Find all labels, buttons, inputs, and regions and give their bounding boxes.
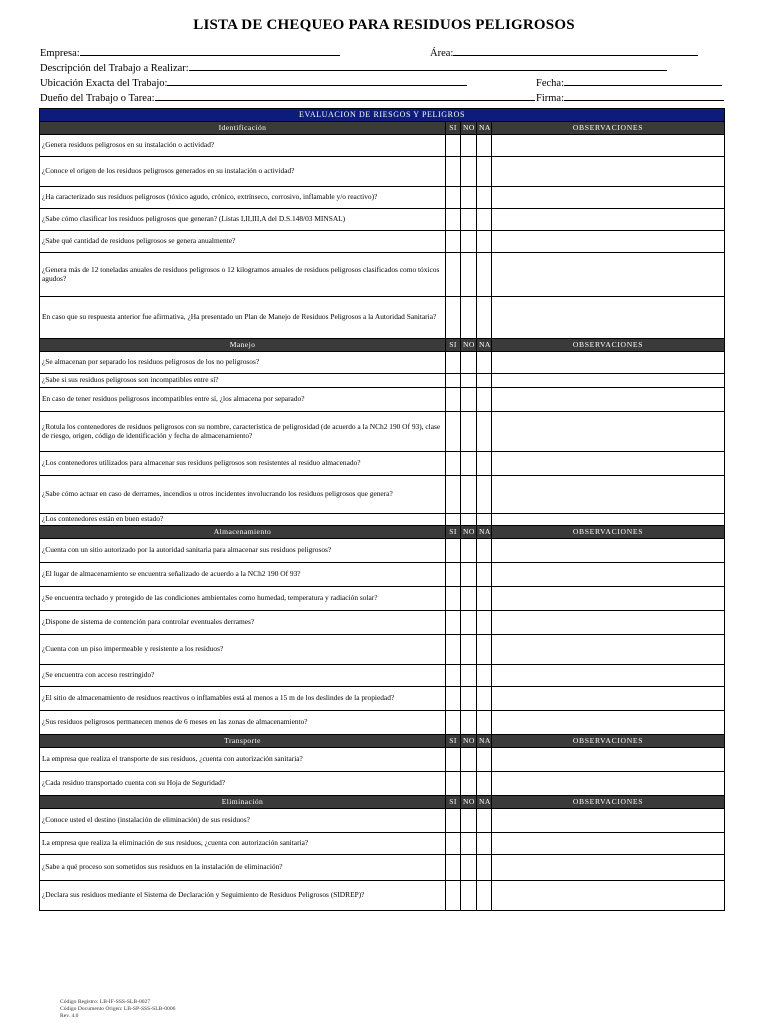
na-checkbox-cell[interactable] <box>477 711 492 735</box>
section-title: Almacenamiento <box>40 526 446 539</box>
footer-line: Rev. 4.0 <box>60 1012 79 1019</box>
no-checkbox-cell[interactable] <box>461 772 477 796</box>
si-checkbox-cell[interactable] <box>446 809 461 833</box>
column-na-header: NA <box>477 339 492 352</box>
si-checkbox-cell[interactable] <box>446 209 461 231</box>
na-checkbox-cell[interactable] <box>477 772 492 796</box>
na-checkbox-cell[interactable] <box>477 611 492 635</box>
checklist-table <box>39 108 725 911</box>
no-checkbox-cell[interactable] <box>461 476 477 514</box>
empresa-label: Empresa: <box>40 48 80 59</box>
section-title: Manejo <box>40 339 446 352</box>
observaciones-cell[interactable] <box>492 563 725 587</box>
no-checkbox-cell[interactable] <box>461 611 477 635</box>
fecha-label: Fecha: <box>536 78 564 89</box>
na-checkbox-cell[interactable] <box>477 587 492 611</box>
no-checkbox-cell[interactable] <box>461 587 477 611</box>
table-row <box>40 611 725 635</box>
checklist-body <box>40 109 725 911</box>
na-checkbox-cell[interactable] <box>477 412 492 452</box>
si-checkbox-cell[interactable] <box>446 452 461 476</box>
no-checkbox-cell[interactable] <box>461 157 477 187</box>
si-checkbox-cell[interactable] <box>446 665 461 687</box>
question-text: ¿Sabe a qué proceso son sometidos sus residuos en la instalación de eliminación? <box>40 855 446 881</box>
observaciones-cell[interactable] <box>492 135 725 157</box>
table-row <box>40 587 725 611</box>
question-text: ¿Cuenta con un sitio autorizado por la autoridad sanitaria para almacenar sus residuos peligrosos? <box>40 539 446 563</box>
column-si-header: SI <box>446 735 461 748</box>
table-row <box>40 855 725 881</box>
ubicacion-line[interactable] <box>167 75 467 86</box>
column-no-header: NO <box>461 122 477 135</box>
observaciones-cell[interactable] <box>492 231 725 253</box>
column-na-header: NA <box>477 526 492 539</box>
column-si-header: SI <box>446 796 461 809</box>
si-checkbox-cell[interactable] <box>446 539 461 563</box>
na-checkbox-cell[interactable] <box>477 231 492 253</box>
question-text: ¿Se encuentra techado y protegido de las condiciones ambientales como humedad, temperatura y radiación solar? <box>40 587 446 611</box>
observaciones-cell[interactable] <box>492 611 725 635</box>
question-text: En caso que su respuesta anterior fue afirmativa, ¿Ha presentado un Plan de Manejo de Residuos Peligrosos a la Autoridad Sanitaria? <box>40 297 446 339</box>
column-no-header: NO <box>461 796 477 809</box>
observaciones-cell[interactable] <box>492 412 725 452</box>
observaciones-cell[interactable] <box>492 157 725 187</box>
ubicacion-field[interactable] <box>40 75 467 90</box>
na-checkbox-cell[interactable] <box>477 881 492 911</box>
question-text: ¿Genera residuos peligrosos en su instalación o actividad? <box>40 135 446 157</box>
no-checkbox-cell[interactable] <box>461 187 477 209</box>
observaciones-cell[interactable] <box>492 374 725 388</box>
section-header-row <box>40 122 725 135</box>
area-label: Área: <box>430 48 454 59</box>
question-text: ¿Conoce usted el destino (instalación de eliminación) de sus residuos? <box>40 809 446 833</box>
na-checkbox-cell[interactable] <box>477 833 492 855</box>
no-checkbox-cell[interactable] <box>461 833 477 855</box>
na-checkbox-cell[interactable] <box>477 748 492 772</box>
empresa-line[interactable] <box>80 45 340 56</box>
si-checkbox-cell[interactable] <box>446 687 461 711</box>
observaciones-cell[interactable] <box>492 748 725 772</box>
column-si-header: SI <box>446 526 461 539</box>
table-row <box>40 374 725 388</box>
column-na-header: NA <box>477 122 492 135</box>
na-checkbox-cell[interactable] <box>477 209 492 231</box>
question-text: La empresa que realiza la eliminación de sus residuos, ¿cuenta con autorización sanitaria? <box>40 833 446 855</box>
table-row <box>40 209 725 231</box>
no-checkbox-cell[interactable] <box>461 374 477 388</box>
si-checkbox-cell[interactable] <box>446 587 461 611</box>
footer-line: Código Documento Origen: LB-SP-SSS-SLB-0006 <box>60 1005 176 1012</box>
observaciones-cell[interactable] <box>492 772 725 796</box>
table-row <box>40 412 725 452</box>
table-row <box>40 297 725 339</box>
si-checkbox-cell[interactable] <box>446 388 461 412</box>
table-row <box>40 352 725 374</box>
no-checkbox-cell[interactable] <box>461 231 477 253</box>
si-checkbox-cell[interactable] <box>446 855 461 881</box>
no-checkbox-cell[interactable] <box>461 809 477 833</box>
question-text: ¿Cada residuo transportado cuenta con su Hoja de Seguridad? <box>40 772 446 796</box>
observaciones-cell[interactable] <box>492 452 725 476</box>
descripcion-line[interactable] <box>189 60 667 71</box>
table-row <box>40 665 725 687</box>
na-checkbox-cell[interactable] <box>477 809 492 833</box>
na-checkbox-cell[interactable] <box>477 374 492 388</box>
na-checkbox-cell[interactable] <box>477 563 492 587</box>
question-text: ¿Sabe cómo actuar en caso de derrames, incendios u otros incidentes involucrando los residuos peligrosos que genera? <box>40 476 446 514</box>
no-checkbox-cell[interactable] <box>461 352 477 374</box>
si-checkbox-cell[interactable] <box>446 476 461 514</box>
ubicacion-label: Ubicación Exacta del Trabajo: <box>40 78 168 89</box>
section-title: Eliminación <box>40 796 446 809</box>
no-checkbox-cell[interactable] <box>461 665 477 687</box>
na-checkbox-cell[interactable] <box>477 687 492 711</box>
area-line[interactable] <box>453 45 698 56</box>
na-checkbox-cell[interactable] <box>477 187 492 209</box>
observaciones-cell[interactable] <box>492 687 725 711</box>
table-row <box>40 635 725 665</box>
firma-field[interactable] <box>536 90 724 105</box>
si-checkbox-cell[interactable] <box>446 412 461 452</box>
column-observaciones-header: OBSERVACIONES <box>492 339 725 352</box>
question-text: La empresa que realiza el transporte de sus residuos, ¿cuenta con autorización sanitaria? <box>40 748 446 772</box>
no-checkbox-cell[interactable] <box>461 412 477 452</box>
na-checkbox-cell[interactable] <box>477 635 492 665</box>
table-row <box>40 135 725 157</box>
table-row <box>40 476 725 514</box>
observaciones-cell[interactable] <box>492 352 725 374</box>
fecha-line[interactable] <box>564 75 722 86</box>
table-row <box>40 157 725 187</box>
section-title: Identificación <box>40 122 446 135</box>
observaciones-cell[interactable] <box>492 833 725 855</box>
observaciones-cell[interactable] <box>492 539 725 563</box>
firma-line[interactable] <box>564 90 724 101</box>
no-checkbox-cell[interactable] <box>461 748 477 772</box>
table-row <box>40 833 725 855</box>
question-text: ¿Sus residuos peligrosos permanecen menos de 6 meses en las zonas de almacenamiento? <box>40 711 446 735</box>
no-checkbox-cell[interactable] <box>461 514 477 526</box>
si-checkbox-cell[interactable] <box>446 514 461 526</box>
observaciones-cell[interactable] <box>492 665 725 687</box>
na-checkbox-cell[interactable] <box>477 253 492 297</box>
question-text: ¿Dispone de sistema de contención para controlar eventuales derrames? <box>40 611 446 635</box>
column-si-header: SI <box>446 339 461 352</box>
no-checkbox-cell[interactable] <box>461 452 477 476</box>
column-observaciones-header: OBSERVACIONES <box>492 796 725 809</box>
no-checkbox-cell[interactable] <box>461 635 477 665</box>
column-observaciones-header: OBSERVACIONES <box>492 735 725 748</box>
question-text: ¿Se encuentra con acceso restringido? <box>40 665 446 687</box>
no-checkbox-cell[interactable] <box>461 388 477 412</box>
na-checkbox-cell[interactable] <box>477 157 492 187</box>
question-text: ¿El sitio de almacenamiento de residuos reactivos o inflamables está al menos a 15 m de los deslindes de la propiedad? <box>40 687 446 711</box>
table-row <box>40 881 725 911</box>
dueno-label: Dueño del Trabajo o Tarea: <box>40 93 155 104</box>
question-text: ¿Genera más de 12 toneladas anuales de residuos peligrosos o 12 kilogramos anuales de residuos peligrosos clasificados como tóxicos agudos? <box>40 253 446 297</box>
table-row <box>40 563 725 587</box>
section-header-row <box>40 526 725 539</box>
na-checkbox-cell[interactable] <box>477 855 492 881</box>
no-checkbox-cell[interactable] <box>461 297 477 339</box>
no-checkbox-cell[interactable] <box>461 539 477 563</box>
observaciones-cell[interactable] <box>492 514 725 526</box>
firma-label: Firma: <box>536 93 564 104</box>
no-checkbox-cell[interactable] <box>461 881 477 911</box>
si-checkbox-cell[interactable] <box>446 772 461 796</box>
table-row <box>40 748 725 772</box>
dueno-line[interactable] <box>155 90 535 101</box>
area-field[interactable] <box>430 45 698 60</box>
observaciones-cell[interactable] <box>492 253 725 297</box>
section-header-row <box>40 339 725 352</box>
column-na-header: NA <box>477 735 492 748</box>
observaciones-cell[interactable] <box>492 476 725 514</box>
no-checkbox-cell[interactable] <box>461 209 477 231</box>
si-checkbox-cell[interactable] <box>446 833 461 855</box>
si-checkbox-cell[interactable] <box>446 563 461 587</box>
question-text: ¿El lugar de almacenamiento se encuentra señalizado de acuerdo a la NCh2 190 Of 93? <box>40 563 446 587</box>
observaciones-cell[interactable] <box>492 587 725 611</box>
fecha-field[interactable] <box>536 75 722 90</box>
table-row <box>40 809 725 833</box>
observaciones-cell[interactable] <box>492 711 725 735</box>
si-checkbox-cell[interactable] <box>446 157 461 187</box>
footer-line: Código Registro: LB-IF-SSS-SLB-0027 <box>60 999 151 1005</box>
column-no-header: NO <box>461 339 477 352</box>
no-checkbox-cell[interactable] <box>461 563 477 587</box>
si-checkbox-cell[interactable] <box>446 297 461 339</box>
na-checkbox-cell[interactable] <box>477 297 492 339</box>
na-checkbox-cell[interactable] <box>477 388 492 412</box>
column-na-header: NA <box>477 796 492 809</box>
no-checkbox-cell[interactable] <box>461 687 477 711</box>
na-checkbox-cell[interactable] <box>477 352 492 374</box>
na-checkbox-cell[interactable] <box>477 476 492 514</box>
na-checkbox-cell[interactable] <box>477 539 492 563</box>
observaciones-cell[interactable] <box>492 209 725 231</box>
question-text: ¿Los contenedores están en buen estado? <box>40 514 446 526</box>
table-row <box>40 231 725 253</box>
si-checkbox-cell[interactable] <box>446 187 461 209</box>
column-observaciones-header: OBSERVACIONES <box>492 526 725 539</box>
observaciones-cell[interactable] <box>492 855 725 881</box>
observaciones-cell[interactable] <box>492 635 725 665</box>
document-title: LISTA DE CHEQUEO PARA RESIDUOS PELIGROSOS <box>193 17 575 33</box>
si-checkbox-cell[interactable] <box>446 253 461 297</box>
question-text: ¿Cuenta con un piso impermeable y resistente a los residuos? <box>40 635 446 665</box>
no-checkbox-cell[interactable] <box>461 253 477 297</box>
question-text: ¿Los contenedores utilizados para almacenar sus residuos peligrosos son resistentes al residuo almacenado? <box>40 452 446 476</box>
table-row <box>40 187 725 209</box>
table-row <box>40 388 725 412</box>
table-row <box>40 514 725 526</box>
question-text: ¿Sabe si sus residuos peligrosos son incompatibles entre sí? <box>40 374 446 388</box>
si-checkbox-cell[interactable] <box>446 748 461 772</box>
si-checkbox-cell[interactable] <box>446 135 461 157</box>
si-checkbox-cell[interactable] <box>446 231 461 253</box>
si-checkbox-cell[interactable] <box>446 352 461 374</box>
observaciones-cell[interactable] <box>492 881 725 911</box>
table-title-row <box>40 109 725 122</box>
column-no-header: NO <box>461 735 477 748</box>
no-checkbox-cell[interactable] <box>461 855 477 881</box>
question-text: ¿Se almacenan por separado los residuos peligrosos de los no peligrosos? <box>40 352 446 374</box>
dueno-field[interactable] <box>40 90 535 105</box>
question-text: ¿Sabe qué cantidad de residuos peligrosos se genera anualmente? <box>40 231 446 253</box>
question-text: En caso de tener residuos peligrosos incompatibles entre sí, ¿los almacena por separado? <box>40 388 446 412</box>
question-text: ¿Ha caracterizado sus residuos peligrosos (tóxico agudo, crónico, extrínseco, corrosivo, inflamable y/o reactivo)? <box>40 187 446 209</box>
na-checkbox-cell[interactable] <box>477 135 492 157</box>
si-checkbox-cell[interactable] <box>446 881 461 911</box>
column-no-header: NO <box>461 526 477 539</box>
observaciones-cell[interactable] <box>492 388 725 412</box>
footer-codes <box>60 999 175 1019</box>
si-checkbox-cell[interactable] <box>446 711 461 735</box>
observaciones-cell[interactable] <box>492 187 725 209</box>
section-header-row <box>40 796 725 809</box>
observaciones-cell[interactable] <box>492 809 725 833</box>
section-header-row <box>40 735 725 748</box>
na-checkbox-cell[interactable] <box>477 452 492 476</box>
si-checkbox-cell[interactable] <box>446 611 461 635</box>
descripcion-field[interactable] <box>40 60 667 75</box>
table-row <box>40 772 725 796</box>
question-text: ¿Conoce el origen de los residuos peligrosos generados en su instalación o actividad? <box>40 157 446 187</box>
table-row <box>40 539 725 563</box>
column-si-header: SI <box>446 122 461 135</box>
empresa-field[interactable] <box>40 45 340 60</box>
table-row <box>40 711 725 735</box>
table-row <box>40 253 725 297</box>
section-title: Transporte <box>40 735 446 748</box>
column-observaciones-header: OBSERVACIONES <box>492 122 725 135</box>
table-row <box>40 452 725 476</box>
question-text: ¿Sabe cómo clasificar los residuos peligrosos que generan? (Listas I,II,III,A del D.S.148/03 MINSAL) <box>40 209 446 231</box>
si-checkbox-cell[interactable] <box>446 374 461 388</box>
no-checkbox-cell[interactable] <box>461 135 477 157</box>
no-checkbox-cell[interactable] <box>461 711 477 735</box>
descripcion-label: Descripción del Trabajo a Realizar: <box>40 63 189 74</box>
observaciones-cell[interactable] <box>492 297 725 339</box>
question-text: ¿Rotula los contenedores de residuos peligrosos con su nombre, característica de peligrosidad (de acuerdo a la NCh2 190 Of 93), clase de riesgo, origen, código de identificación y fecha de almacenamiento? <box>40 412 446 452</box>
question-text: ¿Declara sus residuos mediante el Sistema de Declaración y Seguimiento de Residuos Peligrosos (SIDREP)? <box>40 881 446 911</box>
table-row <box>40 687 725 711</box>
na-checkbox-cell[interactable] <box>477 514 492 526</box>
na-checkbox-cell[interactable] <box>477 665 492 687</box>
table-title: EVALUACION DE RIESGOS Y PELIGROS <box>40 109 725 122</box>
si-checkbox-cell[interactable] <box>446 635 461 665</box>
